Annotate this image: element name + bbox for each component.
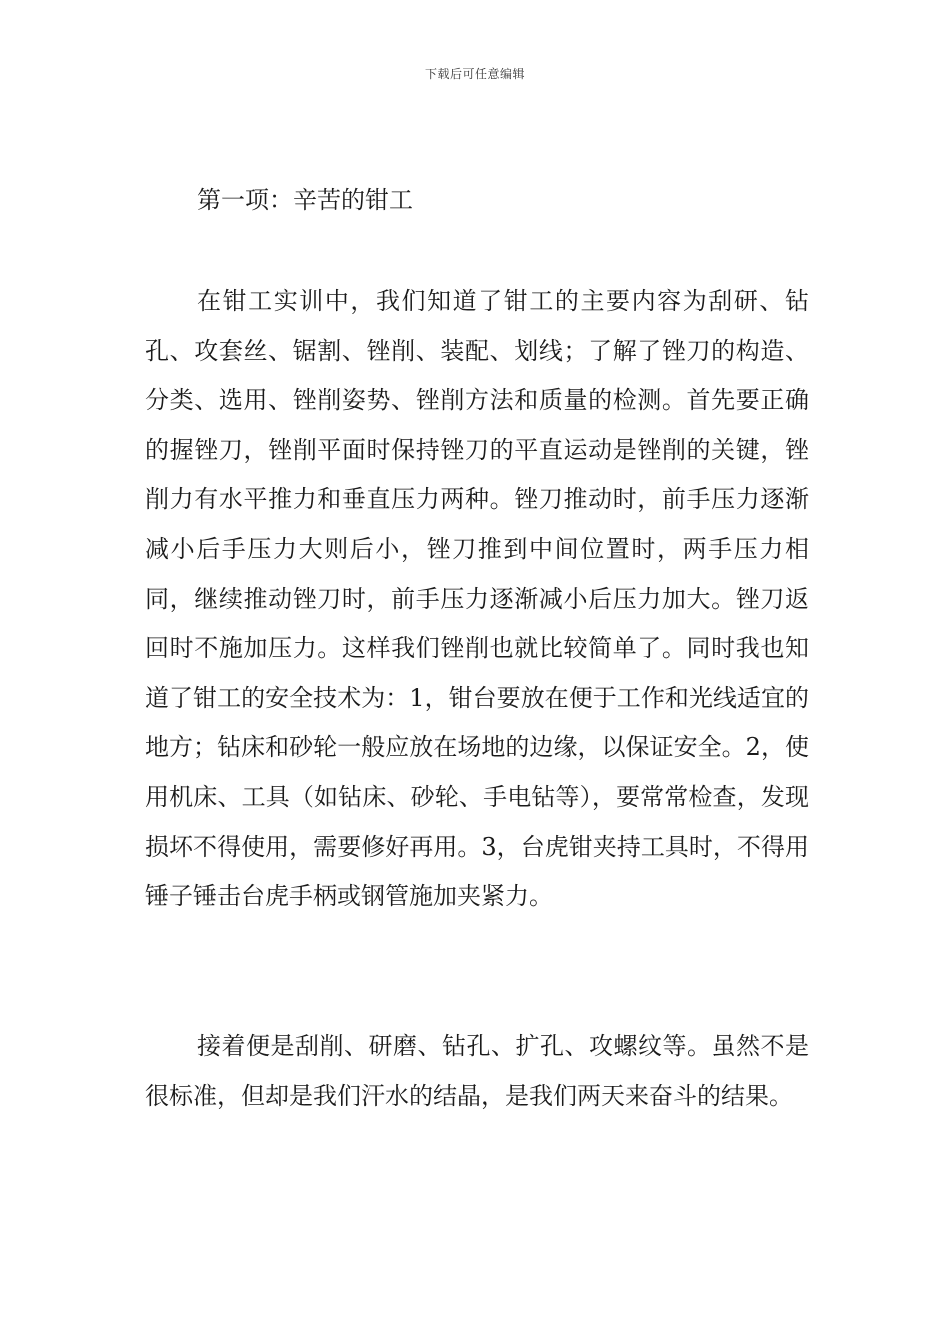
body-paragraph: 在钳工实训中，我们知道了钳工的主要内容为刮研、钻孔、攻套丝、锯割、锉削、装配、划线；了解了锉刀的构造、分类、选用、锉削姿势、锉削方法和质量的检测。首先要正确的握锉刀，锉削平面时保持锉刀的平直运动是锉削的关键，锉削力有水平推力和垂直压力两种。锉刀推动时，前手压力逐渐减小后手压力大则后小，锉刀推到中间位置时，两手压力相同，继续推动锉刀时，前手压力逐渐减小后压力加大。锉刀返回时不施加压力。这样我们锉削也就比较简单了。同时我也知道了钳工的安全技术为：1，钳台要放在便于工作和光线适宜的地方；钻床和砂轮一般应放在场地的边缘，以保证安全。2，使用机床、工具（如钻床、砂轮、手电钻等），要常常检查，发现损坏不得使用，需要修好再用。3，台虎钳夹持工具时，不得用锤子锤击台虎手柄或钢管施加夹紧力。 [145,287,809,911]
header-note: 下载后可任意编辑 [424,67,525,81]
section-title: 第一项：辛苦的钳工 [197,186,413,214]
body-paragraph: 接着便是刮削、研磨、钻孔、扩孔、攻螺纹等。虽然不是很标准，但却是我们汗水的结晶，是我们两天来奋斗的结果。 [145,1032,809,1110]
